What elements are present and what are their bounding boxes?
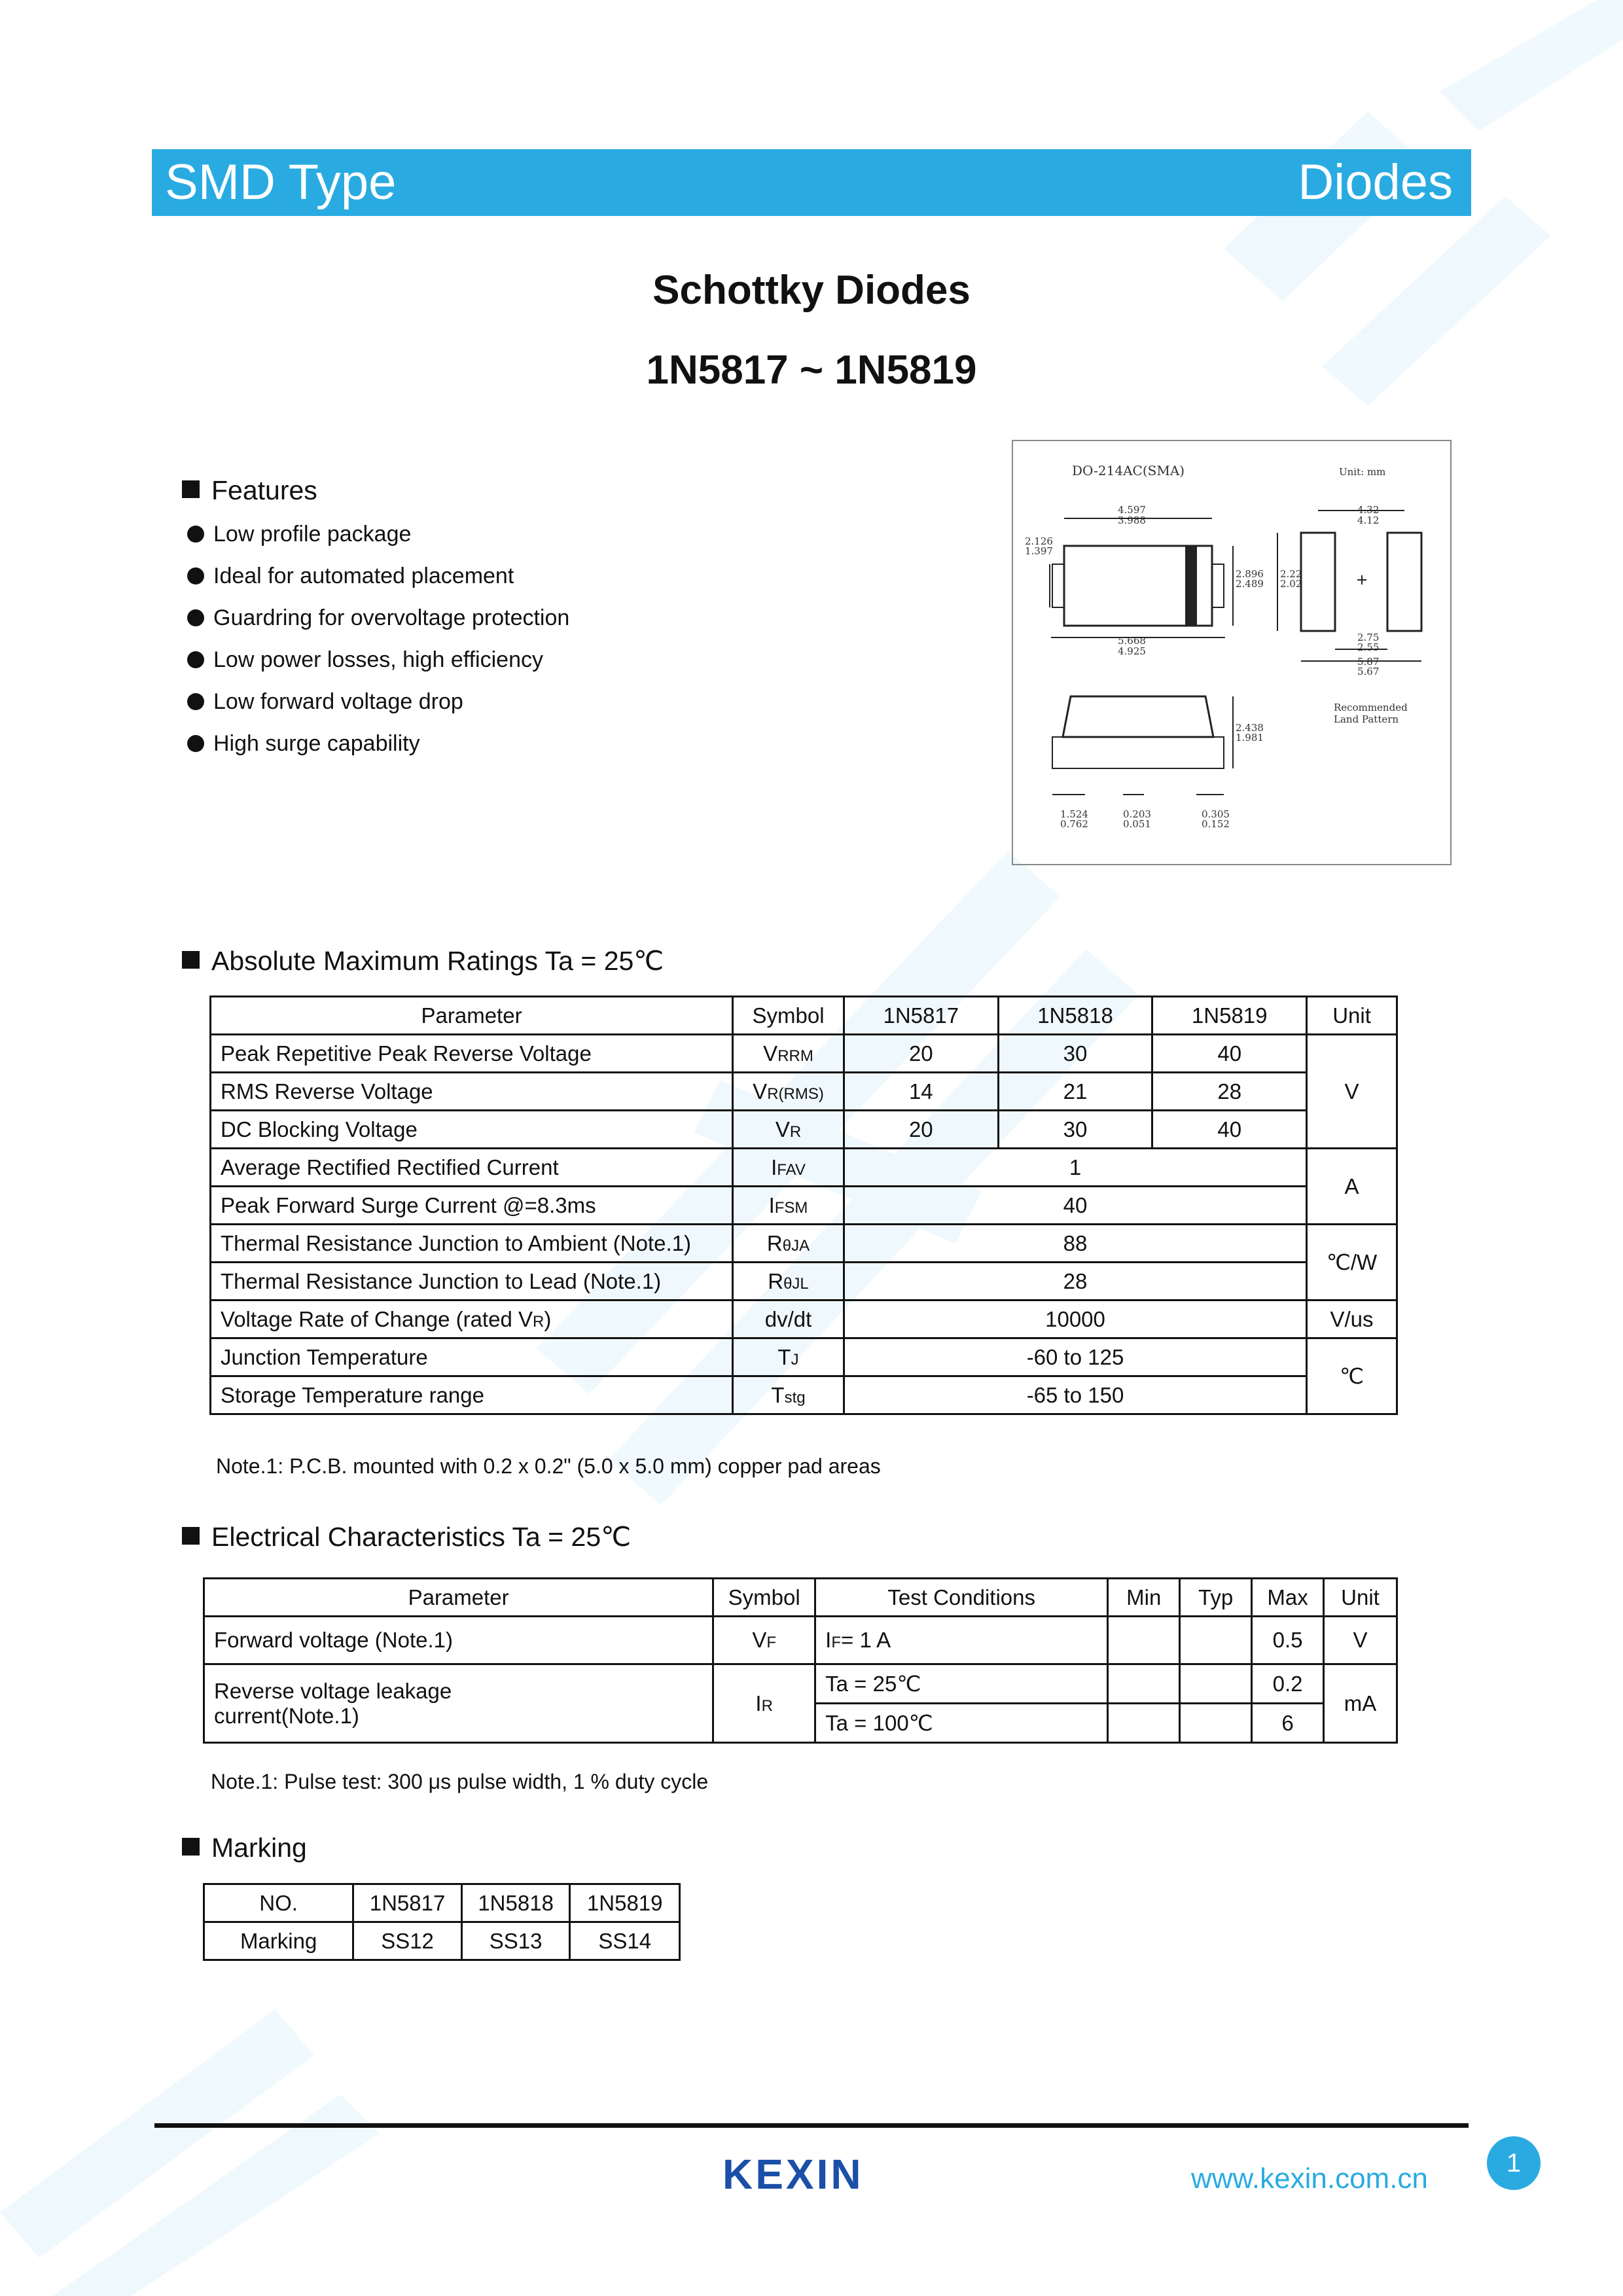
svg-text:2.489: 2.489 [1236, 578, 1264, 590]
param-cell: Average Rectified Rectified Current [211, 1149, 733, 1187]
unit-cell: V [1324, 1617, 1397, 1664]
svg-text:5.67: 5.67 [1357, 666, 1380, 677]
bullet-icon [187, 609, 204, 626]
svg-text:0.203: 0.203 [1123, 808, 1151, 820]
package-drawing [1012, 440, 1452, 865]
svg-text:2.896: 2.896 [1236, 568, 1264, 580]
condition-cell: Ta = 25℃ [815, 1664, 1108, 1704]
svg-text:2.75: 2.75 [1357, 632, 1380, 643]
svg-text:1.981: 1.981 [1236, 732, 1264, 744]
marking-cell: Marking [204, 1922, 353, 1960]
unit-cell: V/us [1307, 1300, 1397, 1338]
header-cell: Typ [1180, 1579, 1252, 1617]
value-cell: 28 [844, 1263, 1306, 1300]
value-cell: 40 [1152, 1111, 1307, 1149]
header-cell: Symbol [733, 997, 844, 1035]
unit-cell: V [1307, 1035, 1397, 1149]
symbol-cell: dv/dt [733, 1300, 844, 1338]
param-cell: Storage Temperature range [211, 1376, 733, 1414]
table-row [211, 1035, 1397, 1073]
marking-table [203, 1883, 681, 1961]
condition-cell: Ta = 100℃ [815, 1704, 1108, 1743]
table-row [211, 1263, 1397, 1300]
table-row [211, 1338, 1397, 1376]
header-cell: Test Conditions [815, 1579, 1108, 1617]
table-row [204, 1617, 1397, 1664]
symbol-cell: VR(RMS) [733, 1073, 844, 1111]
svg-text:2.438: 2.438 [1236, 722, 1264, 734]
svg-text:0.152: 0.152 [1202, 818, 1230, 830]
header-cell: Parameter [204, 1579, 713, 1617]
value-cell: 20 [844, 1111, 998, 1149]
svg-text:3.988: 3.988 [1118, 514, 1146, 526]
abs-max-note: Note.1: P.C.B. mounted with 0.2 x 0.2" (5.0 x 5.0 mm) copper pad areas [216, 1454, 881, 1478]
elec-note: Note.1: Pulse test: 300 μs pulse width, 1 % duty cycle [211, 1770, 709, 1793]
svg-text:0.305: 0.305 [1202, 808, 1230, 820]
square-bullet-icon [182, 480, 200, 498]
table-header-row [204, 1579, 1397, 1617]
square-bullet-icon [182, 951, 200, 969]
value-cell: 40 [844, 1187, 1306, 1225]
svg-text:2.126: 2.126 [1025, 535, 1053, 547]
value-cell: 30 [998, 1111, 1152, 1149]
value-cell: 1 [844, 1149, 1306, 1187]
value-cell: 30 [998, 1035, 1152, 1073]
square-bullet-icon [182, 1838, 200, 1856]
symbol-cell: RθJL [733, 1263, 844, 1300]
elec-heading: Electrical Characteristics Ta = 25℃ [182, 1521, 631, 1552]
marking-heading: Marking [182, 1833, 307, 1863]
header-cell: 1N5818 [461, 1884, 570, 1922]
features-heading: Features [182, 475, 317, 506]
bullet-icon [187, 693, 204, 710]
feature-item: Ideal for automated placement [187, 564, 514, 589]
table-row [211, 1073, 1397, 1111]
value-cell: 40 [1152, 1035, 1307, 1073]
max-cell: 6 [1252, 1704, 1324, 1743]
svg-text:2.22: 2.22 [1280, 568, 1302, 580]
table-row [211, 1149, 1397, 1187]
page-subtitle: 1N5817 ~ 1N5819 [646, 348, 977, 393]
svg-text:1.524: 1.524 [1060, 808, 1088, 820]
value-cell: 10000 [844, 1300, 1306, 1338]
svg-text:2.02: 2.02 [1280, 578, 1302, 590]
param-cell: Thermal Resistance Junction to Ambient (Note.1) [211, 1225, 733, 1263]
header-cell: Unit [1324, 1579, 1397, 1617]
symbol-cell: VF [713, 1617, 815, 1664]
table-row [211, 1111, 1397, 1149]
symbol-cell: VRRM [733, 1035, 844, 1073]
svg-text:4.597: 4.597 [1118, 504, 1146, 516]
max-cell: 0.5 [1252, 1617, 1324, 1664]
svg-text:1.397: 1.397 [1025, 545, 1053, 557]
header-cell: Min [1108, 1579, 1180, 1617]
package-outline-drawing [1013, 441, 1450, 864]
param-cell: Junction Temperature [211, 1338, 733, 1376]
page-number: 1 [1487, 2136, 1541, 2190]
package-unit: Unit: mm [1339, 466, 1386, 478]
param-cell: Forward voltage (Note.1) [204, 1617, 713, 1664]
header-cell: Parameter [211, 997, 733, 1035]
header-bar [152, 149, 1471, 216]
feature-item: Low power losses, high efficiency [187, 647, 543, 673]
typ-cell [1180, 1617, 1252, 1664]
svg-text:4.925: 4.925 [1118, 645, 1146, 657]
symbol-cell: TJ [733, 1338, 844, 1376]
value-cell: 20 [844, 1035, 998, 1073]
feature-item: Low forward voltage drop [187, 689, 463, 715]
bullet-icon [187, 735, 204, 752]
value-cell: 14 [844, 1073, 998, 1111]
param-cell: Peak Repetitive Peak Reverse Voltage [211, 1035, 733, 1073]
header-cell: NO. [204, 1884, 353, 1922]
header-right-text: Diodes [1298, 154, 1453, 210]
value-cell: 21 [998, 1073, 1152, 1111]
param-cell: RMS Reverse Voltage [211, 1073, 733, 1111]
param-cell: Reverse voltage leakage current(Note.1) [204, 1664, 713, 1743]
table-header-row [211, 997, 1397, 1035]
footer-divider [154, 2123, 1469, 2128]
header-cell: Symbol [713, 1579, 815, 1617]
feature-item: Low profile package [187, 522, 411, 547]
table-row [204, 1664, 1397, 1704]
feature-item: High surge capability [187, 731, 420, 757]
header-cell: 1N5819 [1152, 997, 1307, 1035]
header-cell: 1N5819 [570, 1884, 680, 1922]
svg-text:4.32: 4.32 [1357, 504, 1380, 516]
bullet-icon [187, 567, 204, 584]
header-cell: 1N5817 [844, 997, 998, 1035]
symbol-cell: IR [713, 1664, 815, 1743]
value-cell: 88 [844, 1225, 1306, 1263]
symbol-cell: IFAV [733, 1149, 844, 1187]
header-cell: Max [1252, 1579, 1324, 1617]
abs-max-heading: Absolute Maximum Ratings Ta = 25℃ [182, 945, 664, 977]
min-cell [1108, 1664, 1180, 1704]
symbol-cell: RθJA [733, 1225, 844, 1263]
bullet-icon [187, 526, 204, 543]
marking-cell: SS12 [353, 1922, 462, 1960]
condition-cell: IF= 1 A [815, 1617, 1108, 1664]
table-row [211, 1300, 1397, 1338]
value-cell: -65 to 150 [844, 1376, 1306, 1414]
unit-cell: ℃ [1307, 1338, 1397, 1414]
marking-cell: SS14 [570, 1922, 680, 1960]
page-title: Schottky Diodes [652, 268, 971, 313]
svg-text:Recommended: Recommended [1334, 702, 1408, 713]
footer-url[interactable]: www.kexin.com.cn [1191, 2162, 1428, 2195]
table-row [211, 1187, 1397, 1225]
param-cell: Peak Forward Surge Current @=8.3ms [211, 1187, 733, 1225]
value-cell: 28 [1152, 1073, 1307, 1111]
svg-text:0.762: 0.762 [1060, 818, 1088, 830]
marking-cell: SS13 [461, 1922, 570, 1960]
typ-cell [1180, 1664, 1252, 1704]
symbol-cell: VR [733, 1111, 844, 1149]
abs-max-table [209, 996, 1398, 1415]
table-row [211, 1376, 1397, 1414]
package-name: DO-214AC(SMA) [1072, 463, 1185, 478]
header-cell: 1N5818 [998, 997, 1152, 1035]
max-cell: 0.2 [1252, 1664, 1324, 1704]
svg-text:5.87: 5.87 [1357, 656, 1380, 668]
symbol-cell: IFSM [733, 1187, 844, 1225]
svg-text:2.55: 2.55 [1357, 641, 1380, 653]
typ-cell [1180, 1704, 1252, 1743]
svg-text:4.12: 4.12 [1357, 514, 1380, 526]
param-cell: DC Blocking Voltage [211, 1111, 733, 1149]
table-header-row [204, 1884, 680, 1922]
table-row [211, 1225, 1397, 1263]
svg-text:Land Pattern: Land Pattern [1334, 713, 1399, 725]
param-cell: Thermal Resistance Junction to Lead (Note.1) [211, 1263, 733, 1300]
kexin-logo: KEXIN [722, 2151, 864, 2198]
square-bullet-icon [182, 1527, 200, 1545]
header-left-text: SMD Type [165, 154, 397, 210]
svg-text:0.051: 0.051 [1123, 818, 1151, 830]
value-cell: -60 to 125 [844, 1338, 1306, 1376]
header-cell: 1N5817 [353, 1884, 462, 1922]
header-cell: Unit [1307, 997, 1397, 1035]
svg-text:5.668: 5.668 [1118, 635, 1146, 647]
min-cell [1108, 1704, 1180, 1743]
elec-table [203, 1577, 1398, 1744]
unit-cell: mA [1324, 1664, 1397, 1743]
param-cell: Voltage Rate of Change (rated VR) [211, 1300, 733, 1338]
table-row [204, 1922, 680, 1960]
unit-cell: ℃/W [1307, 1225, 1397, 1300]
unit-cell: A [1307, 1149, 1397, 1225]
bullet-icon [187, 651, 204, 668]
symbol-cell: Tstg [733, 1376, 844, 1414]
feature-item: Guardring for overvoltage protection [187, 605, 569, 631]
min-cell [1108, 1617, 1180, 1664]
